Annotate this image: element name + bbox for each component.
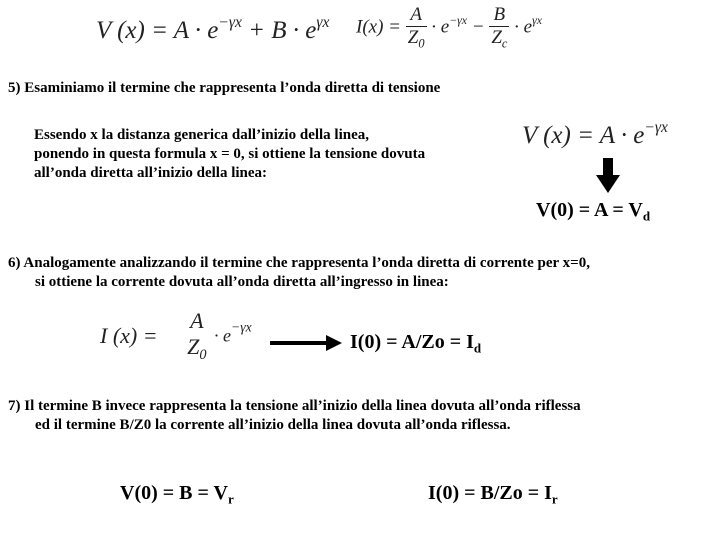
section6-heading-line2: si ottiene la corrente dovuta all’onda diretta all’ingresso in linea: <box>35 274 449 290</box>
current-formula-fraction2 <box>489 4 509 51</box>
current-formula-exp1: −γx <box>449 13 467 27</box>
fraction1-numerator: A <box>410 4 422 25</box>
section7-current-result: $I(0) = B/Zo = I_r$ <box>428 482 558 507</box>
current-formula-lhs: I(x) = <box>356 16 401 38</box>
section5-heading: 5) Esaminiamo il termine che rappresenta l’onda diretta di tensione <box>8 80 441 96</box>
section6-formula-exp: −γx <box>231 319 252 335</box>
section5-result: $V(0) = A = V_d$ <box>536 199 651 224</box>
fraction2-numerator: B <box>493 4 506 25</box>
section6-result: $I(0) = A/Zo = I_d$ <box>350 331 482 356</box>
section5-formula-base: V (x) = A · e <box>522 121 645 149</box>
down-arrow-icon <box>596 158 620 194</box>
section6-formula-fraction <box>185 308 208 364</box>
section6-formula-mid: · e <box>214 325 231 346</box>
voltage-formula-exp2: γx <box>316 14 330 31</box>
section5-formula-exp: −γx <box>644 119 668 136</box>
voltage-general-formula <box>96 14 329 45</box>
section6-fraction-denominator: $Z_0$ <box>187 334 207 363</box>
section7-heading-line2: ed il termine B/Z0 la corrente all’inizio della linea dovuta all’onda riflessa. <box>35 417 511 433</box>
current-formula-mid2: · e <box>514 16 533 38</box>
section6-heading-line1: 6) Analogamente analizzando il termine che rappresenta l’onda diretta di corrente per x=0, <box>8 255 590 271</box>
fraction2-denominator: $Z_c$ <box>491 27 508 51</box>
voltage-formula-exp1: −γx <box>218 14 242 31</box>
section7-voltage-result: $V(0) = B = V_r$ <box>120 482 234 507</box>
current-formula-minus: − <box>471 16 485 38</box>
section5-text-line2: ponendo in questa formula x = 0, si ottiene la tensione dovuta <box>34 146 426 162</box>
section6-formula-lhs: I (x) = <box>100 323 158 348</box>
voltage-formula-lhs: V (x) = A · e <box>96 16 219 44</box>
section6-fraction-numerator: A <box>190 308 204 333</box>
section7-heading-line1: 7) Il termine B invece rappresenta la tensione all’inizio della linea dovuta all’onda riflessa <box>8 398 581 414</box>
section5-text <box>34 126 425 183</box>
current-formula-exp2: γx <box>532 13 542 27</box>
section5-text-line1: Essendo x la distanza generica dall’inizio della linea, <box>34 127 370 143</box>
section6-heading <box>8 254 590 292</box>
voltage-formula-mid: + B · e <box>241 16 317 44</box>
fraction1-denominator: $Z_0$ <box>407 27 425 51</box>
current-formula-mid1: · e <box>431 16 450 38</box>
current-general-formula <box>356 4 542 51</box>
section5-formula <box>522 119 668 150</box>
section6-formula <box>100 308 252 364</box>
current-formula-fraction1 <box>406 4 427 51</box>
right-arrow-icon <box>270 335 342 351</box>
section5-text-line3: all’onda diretta all’inizio della linea: <box>34 165 268 181</box>
section7-heading <box>8 397 581 435</box>
